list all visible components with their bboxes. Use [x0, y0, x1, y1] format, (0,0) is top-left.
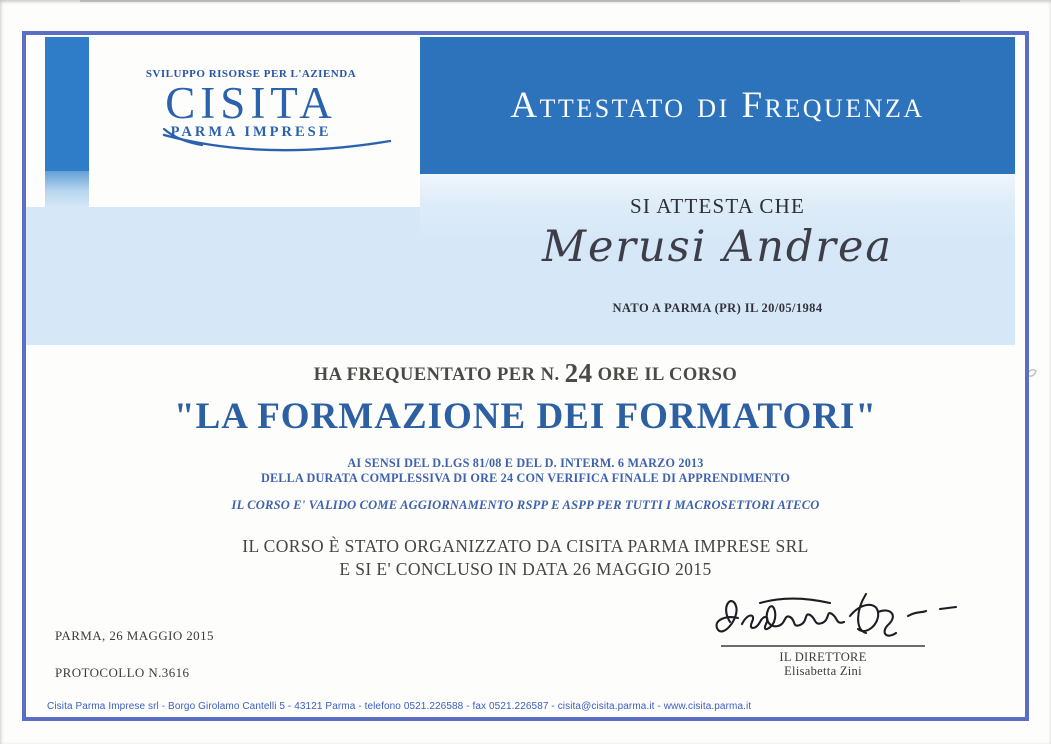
left-accent-bar-fade [45, 171, 89, 208]
attended-suffix: ORE IL CORSO [597, 365, 738, 385]
logo-tagline: SVILUPPO RISORSE PER L'AZIENDA [145, 68, 357, 80]
signer-role: IL DIRETTORE [779, 650, 867, 664]
recipient-name: Merusi Andrea [541, 222, 894, 272]
scan-edge-artifact [80, 0, 960, 2]
legal-line-1: AI SENSI DEL D.LGS 81/08 E DEL D. INTERM. 6 MARZO 2013 [347, 456, 704, 470]
logo-swoosh-icon [160, 124, 396, 160]
certificate-title: Attestato di Frequenza [510, 85, 925, 126]
birth-line: NATO A PARMA (PR) IL 20/05/1984 [612, 301, 823, 315]
attestation-band-left [26, 207, 420, 345]
signature-scrawl [708, 586, 970, 650]
logo-name: CISITA [165, 78, 337, 128]
validity-note: IL CORSO E' VALIDO COME AGGIORNAMENTO RSPP E ASPP PER TUTTI I MACROSETTORI ATECO [231, 498, 820, 512]
attestation-intro: SI ATTESTA CHE [630, 194, 805, 218]
organizer-line-2: E SI E' CONCLUSO IN DATA 26 MAGGIO 2015 [339, 559, 712, 579]
left-accent-bar [45, 37, 89, 171]
footer-address: Cisita Parma Imprese srl - Borgo Girolamo Cantelli 5 - 43121 Parma - telefono 0521.226588 - fax 0521.226587 - cisita@cisita.parma.it - www.cisita.parma.it [47, 701, 752, 712]
logo-subname: PARMA IMPRESE [170, 123, 332, 140]
protocol-number: PROTOCOLLO N.3616 [55, 665, 190, 680]
attended-line [23, 358, 1028, 389]
organizer-line-1: IL CORSO È STATO ORGANIZZATO DA CISITA PARMA IMPRESE SRL [242, 536, 809, 556]
signature-line [721, 645, 925, 647]
course-hours: 24 [564, 358, 593, 388]
attended-prefix: HA FREQUENTATO PER N. [313, 365, 560, 385]
signer-name: Elisabetta Zini [784, 664, 862, 678]
course-title: "LA FORMAZIONE DEI FORMATORI" [174, 396, 877, 437]
header-band [420, 37, 1015, 174]
legal-line-2: DELLA DURATA COMPLESSIVA DI ORE 24 CON VERIFICA FINALE DI APPRENDIMENTO [260, 471, 791, 485]
place-date: PARMA, 26 MAGGIO 2015 [55, 628, 214, 643]
